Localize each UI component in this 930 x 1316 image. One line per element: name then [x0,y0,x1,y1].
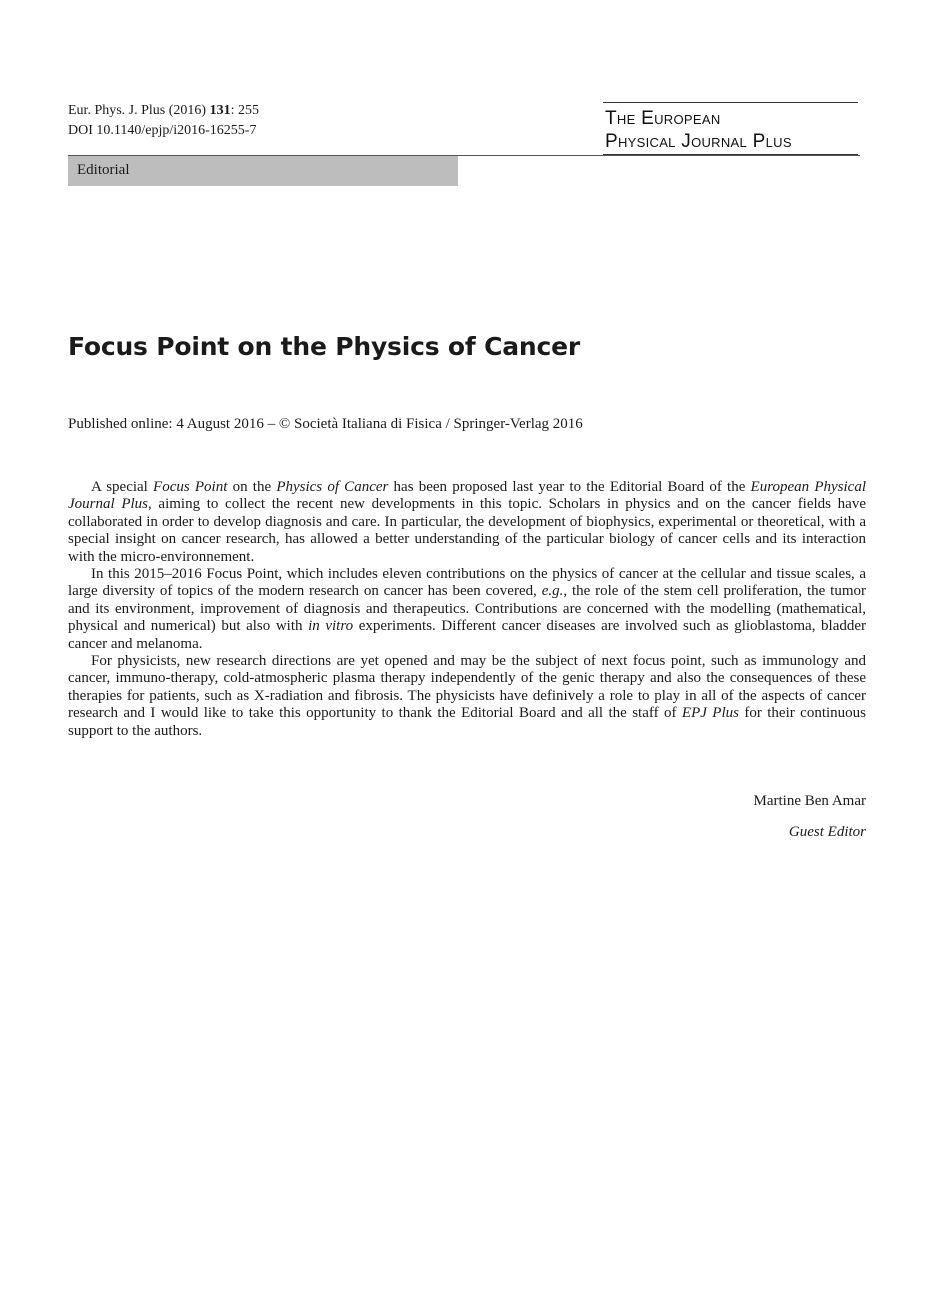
citation-volume: 131 [209,103,231,118]
author-name: Martine Ben Amar [753,793,866,809]
author-role: Guest Editor [788,824,866,840]
citation-journal: Eur. Phys. J. Plus (2016) [68,103,210,118]
doi: DOI 10.1140/epjp/i2016-16255-7 [68,123,257,138]
section-label: Editorial [68,156,458,186]
paragraph-3: For physicists, new research directions are yet opened and may be the subject of next focus point, such as immunology and cancer, immuno-therapy, cold-atmospheric plasma therapy independently of the genic therapy and also the consequences of these therapies for patients, such as X-radiation and fibrosis. The physicists have definively a role to play in all of the aspects of cancer research and I would like to take this opportunity to thank the Editorial Board and all the staff of EPJ Plus for their continuous support to the authors. [68,653,866,739]
article-title: Focus Point on the Physics of Cancer [68,332,580,361]
paragraph-1: A special Focus Point on the Physics of Cancer has been proposed last year to the Editorial Board of the European Physical Journal Plus, aiming to collect the recent new developments in this topic. Scholars in physics and on the cancer fields have collaborated in order to develop diagnosis and care. In particular, the development of biophysics, experimental or theoretical, with a special insight on cancer research, has allowed a better understanding of the particular biology of cancer cells and its interaction with the micro-environnement. [68,479,866,565]
journal-logo [603,102,858,155]
citation-line [68,101,259,121]
publication-info: Published online: 4 August 2016 – © Società Italiana di Fisica / Springer-Verlag 2016 [68,416,583,432]
journal-logo-line2: Physical Journal Plus [605,131,792,152]
paragraph-2: In this 2015–2016 Focus Point, which includes eleven contributions on the physics of cancer at the cellular and tissue scales, a large diversity of topics of the modern research on cancer has been covered, e.g., the role of the stem cell proliferation, the tumor and its environment, improvement of diagnosis and therapeutics. Contributions are concerned with the modelling (mathematical, physical and numerical) but also with in vitro experiments. Different cancer diseases are involved such as glioblastoma, bladder cancer and melanoma. [68,566,867,652]
journal-logo-line1: The European [605,108,721,129]
citation-block [68,101,259,141]
article-body [68,479,866,740]
citation-page: : 255 [230,103,259,118]
